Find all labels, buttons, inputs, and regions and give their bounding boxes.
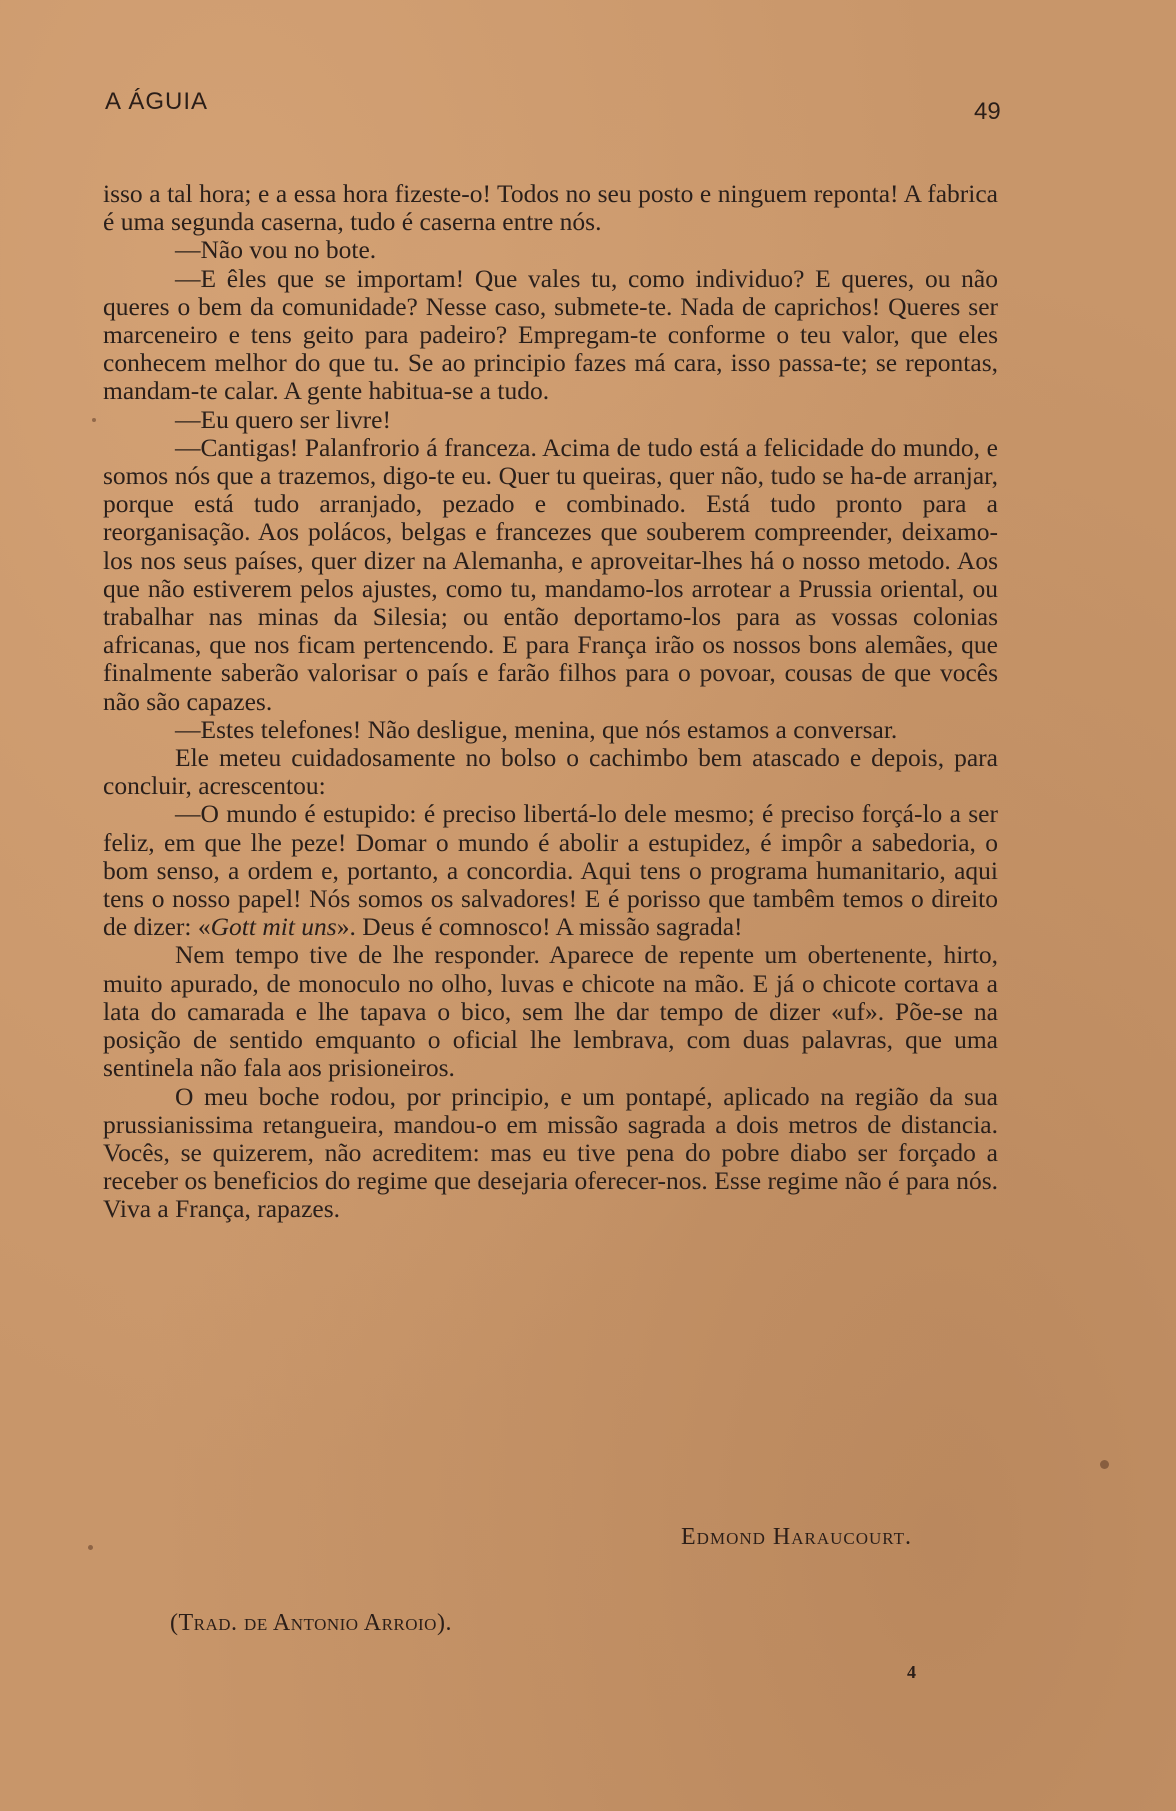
running-title: A ÁGUIA: [105, 88, 209, 115]
quote-italic: Gott mit uns: [210, 912, 337, 942]
translator-credit: (Trad. de Antonio Arroio).: [170, 1610, 452, 1636]
paragraph-with-quote: [103, 800, 998, 941]
paper-speck: [88, 1545, 93, 1550]
paragraph: —E êles que se importam! Que vales tu, como individuo? E queres, ou não queres o bem da comunidade? Nesse caso, submete-te. Nada de caprichos! Queres ser marceneiro e tens geito para padeiro? Empregam-te conforme o teu valor, que eles conhecem melhor do que tu. Se ao principio fazes má cara, isso passa-te; se repontas, mandam-te calar. A gente habitua-se a tudo.: [103, 263, 998, 406]
paragraph: —Eu quero ser livre!: [175, 404, 391, 434]
paragraph: O meu boche rodou, por principio, e um pontapé, aplicado na região da sua prussianissima retangueira, mandou-o em missão sagrada a dois metros de distancia. Vocês, se quizerem, não acreditem: mas eu tive pena do pobre diabo ser forçado a receber os beneficios do regime que desejaria oferecer-nos. Esse regime não é para nós. Viva a França, rapazes.: [103, 1081, 998, 1224]
paragraph: —Estes telefones! Não desligue, menina, que nós estamos a conversar.: [175, 714, 898, 744]
paper-speck: [92, 418, 96, 422]
page-number: 49: [974, 98, 1001, 125]
paper-speck: [1100, 1460, 1109, 1469]
author-signature: Edmond Haraucourt.: [681, 1524, 912, 1550]
paragraph-text: —O mundo é estupido: é preciso libertá-lo dele mesmo; é preciso forçá-lo a ser feliz, em que lhe peze! Domar o mundo é abolir a estupidez, é impôr a sabedoria, o bom senso, a ordem e, portanto, a concordia. Aqui tens o programa humanitario, aqui tens o nosso papel! Nós somos os salvadores! E é porisso que tambêm temos o direito de dizer:: [103, 799, 998, 942]
quote-open: «: [197, 912, 211, 942]
paragraph: Nem tempo tive de lhe responder. Aparece de repente um obertenente, hirto, muito apurado, de monoculo no olho, luvas e chicote na mão. E já o chicote cortava a lata do camarada e lhe tapava o bico, sem lhe dar tempo de dizer «uf». Põe-se na posição de sentido emquanto o oficial lhe lembrava, com duas palavras, que uma sentinela não fala aos prisioneiros.: [103, 940, 998, 1083]
paragraph: —Não vou no bote.: [175, 235, 377, 265]
paragraph: Ele meteu cuidadosamente no bolso o cachimbo bem atascado e depois, para concluir, acrescentou:: [103, 743, 998, 801]
paragraph: —Cantigas! Palanfrorio á franceza. Acima de tudo está a felicidade do mundo, e somos nós que a trazemos, digo-te eu. Quer tu queiras, quer não, tudo se ha-de arranjar, porque está tudo arranjado, pezado e combinado. Está tudo pronto para a reorganisação. Aos polácos, belgas e francezes que souberem compreender, deixamo-los nos seus países, quer dizer na Alemanha, e aproveitar-lhes há o nosso metodo. Aos que não estiverem pelos ajustes, como tu, mandamo-los arrotear a Prussia oriental, ou trabalhar nas minas da Silesia; ou então deportamo-los para as vossas colonias africanas, que nos ficam pertencendo. E para França irão os nossos bons alemães, que finalmente saberão valorisar o país e farão filhos para o povoar, cousas de que vocês não são capazes.: [103, 432, 998, 716]
body-text: [103, 180, 998, 1224]
printer-signature-mark: 4: [907, 1662, 916, 1682]
quote-close: ». Deus é comnosco! A missão sagrada!: [336, 912, 743, 942]
paragraph: isso a tal hora; e a essa hora fizeste-o! Todos no seu posto e ninguem reponta! A fabrica é uma segunda caserna, tudo é caserna entre nós.: [103, 179, 998, 237]
